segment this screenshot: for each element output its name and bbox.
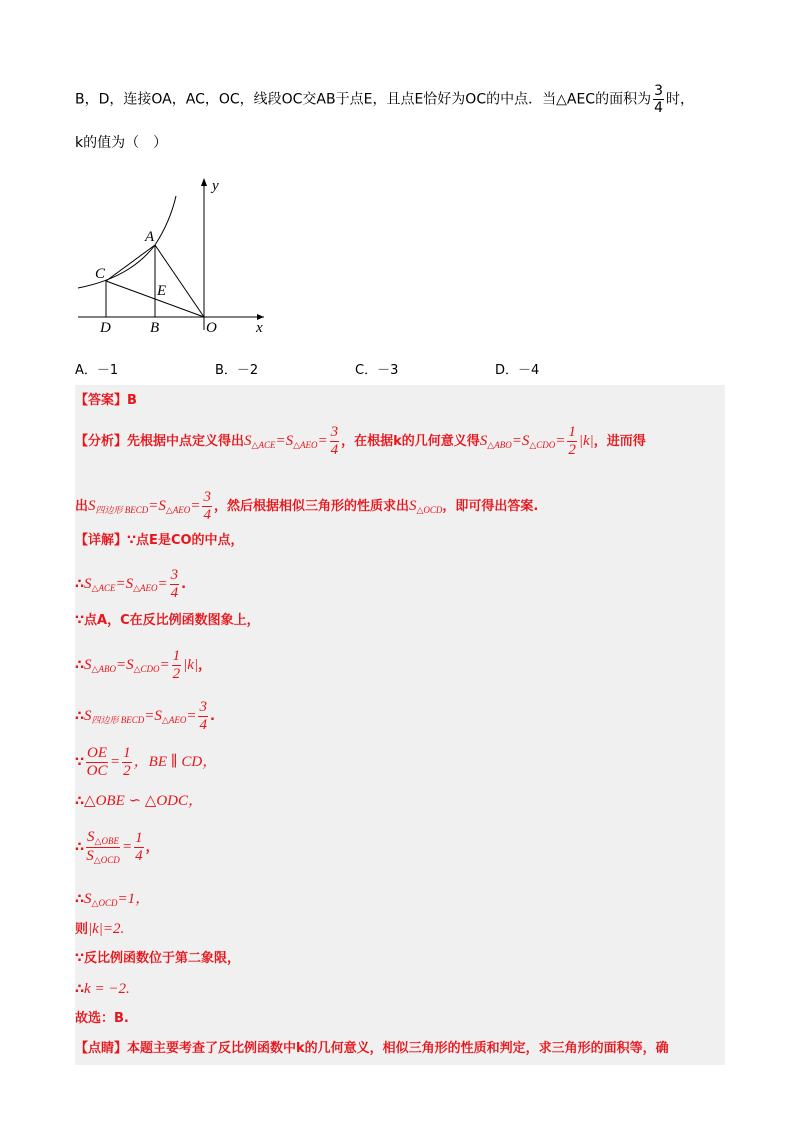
fraction: [134, 831, 144, 864]
analysis-text: ，即可得出答案.: [442, 499, 539, 514]
math-eq: =: [121, 839, 133, 855]
function-graph: [70, 170, 270, 335]
math-S: S: [87, 829, 95, 845]
sub-text: ABO: [494, 440, 512, 450]
sub-text: AEO: [140, 583, 158, 593]
math-S: S: [126, 657, 134, 673]
k-value: k = −2.: [84, 981, 130, 997]
therefore: ∴: [75, 840, 85, 855]
sub-ocd: [416, 505, 442, 515]
sub-text: OBE: [101, 836, 119, 846]
option-c[interactable]: C．－3: [355, 363, 399, 378]
option-b[interactable]: B．－2: [215, 363, 259, 378]
analysis-line-1: [75, 425, 735, 458]
sub-cdo: [529, 440, 555, 450]
sub-ocd: [94, 855, 120, 865]
abs-k-value: |k|=2.: [88, 921, 125, 937]
comment-tag: 【点睛】: [75, 1041, 128, 1056]
tri: △: [161, 715, 169, 725]
sub-obe: [95, 836, 119, 846]
detail-line-1: [75, 532, 244, 550]
question-text-end: 时，: [666, 91, 694, 108]
analysis-text: 先根据中点定义得出: [127, 434, 245, 449]
period: .: [181, 577, 187, 592]
math-S: S: [285, 433, 294, 449]
num: OE: [87, 745, 108, 761]
sub-aeo: [162, 715, 186, 725]
analysis-text: ，进而得: [593, 434, 646, 449]
math-eq: =: [144, 708, 155, 724]
area-fraction: $\frac{3}{4}$: [654, 83, 663, 116]
detail-line-9: [75, 890, 150, 912]
detail-line-8: [75, 830, 159, 865]
sub-aeo: [293, 440, 317, 450]
math-S: S: [408, 498, 417, 514]
comment-line: [75, 1040, 669, 1058]
question-line-2: k的值为（ ）: [75, 135, 168, 151]
den: 4: [330, 442, 339, 458]
label-A: A: [145, 229, 155, 245]
den: 2: [172, 666, 181, 682]
sub-text: OCD: [423, 505, 443, 515]
math-eq: =: [275, 433, 286, 449]
option-d[interactable]: D．－4: [495, 363, 540, 378]
question-line-1: [75, 84, 694, 115]
segment-AO: [155, 245, 204, 317]
detail-tag: 【详解】: [75, 533, 128, 548]
tri: △: [487, 440, 495, 450]
tri: △: [133, 664, 141, 674]
math-eq: =: [511, 433, 522, 449]
sub-becd: 四边形 BECD: [95, 505, 149, 515]
detail-text: ∵点E是CO的中点，: [127, 533, 244, 548]
sub-text: ACE: [258, 440, 276, 450]
detail-line-12: [75, 980, 130, 999]
therefore: ∴: [75, 577, 85, 592]
sub-text: AEO: [172, 505, 191, 515]
math-S: S: [86, 848, 94, 864]
sub-abo: [92, 664, 116, 674]
sub-becd: 四边形 BECD: [91, 715, 145, 725]
fraction: [172, 649, 182, 682]
math-S: S: [125, 576, 134, 592]
comma: ，: [145, 840, 159, 855]
sub-abo: [487, 440, 511, 450]
tri: △: [91, 583, 99, 593]
sub-text: AEO: [168, 715, 187, 725]
math-S: S: [154, 708, 162, 724]
num: 1: [172, 648, 181, 664]
math-eq: =: [186, 708, 197, 724]
fraction: [198, 700, 208, 733]
analysis-text: 出: [75, 499, 89, 514]
sub-ace: [92, 583, 116, 593]
den: 4: [135, 848, 143, 864]
num: 1: [568, 424, 576, 440]
num: 3: [199, 699, 207, 715]
detail-line-11: ∵反比例函数位于第二象限，: [75, 951, 241, 966]
math-S: S: [521, 433, 530, 449]
math-S: S: [479, 433, 488, 449]
sub-text: OCD: [100, 855, 120, 865]
label-B: B: [150, 320, 160, 335]
segment-AC: [106, 245, 155, 281]
math-eq: =: [115, 576, 126, 592]
y-axis-arrow: [201, 178, 207, 186]
area-ratio: [86, 830, 120, 865]
den: 4: [203, 507, 211, 523]
math-eq: =: [115, 657, 127, 673]
detail-line-7: [75, 792, 203, 811]
den: [86, 848, 119, 865]
similar-statement: △OBE ∽ △ODC，: [84, 793, 204, 809]
analysis-tag: 【分析】: [75, 434, 128, 449]
den: OC: [86, 763, 108, 779]
math-eq: =: [190, 498, 201, 514]
detail-line-4: [75, 649, 211, 682]
math-S: S: [84, 657, 92, 673]
because: ∵: [75, 755, 85, 770]
analysis-line-2: [75, 490, 538, 523]
therefore: ∴: [75, 892, 85, 907]
detail-line-2: [75, 568, 186, 601]
therefore: ∴: [75, 794, 85, 809]
therefore: ∴: [75, 658, 85, 673]
abs-k: |k|: [578, 433, 594, 449]
math-eq: =: [159, 657, 170, 673]
sub-ocd: [92, 898, 118, 908]
sub-aeo: [133, 583, 157, 593]
fraction: [86, 746, 108, 779]
answer-line: [75, 392, 137, 410]
fraction: [170, 568, 180, 601]
fraction: [202, 490, 212, 523]
math-eq: =: [317, 433, 328, 449]
math-eq: =: [148, 498, 159, 514]
answer-tag: 【答案】: [75, 393, 128, 408]
fraction: [330, 425, 340, 458]
analysis-text: ，然后根据相似三角形的性质求出: [213, 499, 409, 514]
therefore: ∴: [75, 982, 85, 997]
choose-line: 故选：B.: [75, 1011, 129, 1026]
sub-cdo: [134, 664, 160, 674]
den: 4: [199, 717, 207, 733]
hyperbola-curve: [78, 196, 176, 288]
abs-k: |k|: [183, 657, 199, 673]
sub-text: CDO: [536, 440, 556, 450]
math-S: S: [84, 576, 92, 592]
num: 3: [330, 424, 339, 440]
num: 1: [123, 745, 131, 761]
socd-value: =1，: [117, 891, 151, 907]
num: [86, 830, 120, 848]
sub-aeo: [166, 505, 190, 515]
den: 4: [170, 585, 179, 601]
detail-line-10: [75, 920, 124, 939]
sub-text: AEO: [300, 440, 318, 450]
tri: △: [165, 505, 173, 515]
sub-text: CDO: [140, 664, 160, 674]
comma: ，: [198, 658, 212, 673]
math-eq: =: [110, 754, 121, 770]
fraction: [567, 425, 577, 458]
math-S: S: [88, 498, 96, 514]
detail-line-6: [75, 746, 217, 779]
sub-text: ACE: [98, 583, 116, 593]
num: 3: [170, 567, 179, 583]
num: 1: [135, 830, 143, 846]
math-eq: =: [555, 433, 566, 449]
detail-line-3: ∵点A，C在反比例函数图象上，: [75, 613, 260, 628]
tri: △: [293, 440, 300, 450]
den: 2: [568, 442, 576, 458]
sub-ace: [252, 440, 276, 450]
answer-value: B: [127, 393, 137, 408]
tri: △: [251, 440, 259, 450]
den: 2: [123, 763, 131, 779]
tri: △: [529, 440, 537, 450]
tri: △: [91, 664, 99, 674]
then: 则: [75, 922, 89, 937]
label-y: y: [212, 178, 219, 194]
comment-text: 本题主要考查了反比例函数中k的几何意义，相似三角形的性质和判定，求三角形的面积等，确: [127, 1041, 669, 1056]
math-S: S: [84, 891, 92, 907]
question-text: B，D，连接OA，AC，OC，线段OC交AB于点E，且点E恰好为OC的中点．当△AEC的面积为: [75, 91, 652, 108]
period: .: [209, 709, 215, 724]
analysis-text: ，在根据k的几何意义得: [341, 434, 480, 449]
math-S: S: [84, 708, 92, 724]
math-S: S: [158, 498, 166, 514]
tri: △: [93, 855, 101, 865]
tri: △: [133, 583, 141, 593]
math-eq: =: [157, 576, 168, 592]
label-O: O: [206, 320, 217, 335]
num: 3: [203, 489, 211, 505]
label-x: x: [256, 320, 263, 335]
detail-line-5: [75, 700, 215, 733]
label-D: D: [100, 320, 111, 335]
parallel-statement: ，BE ∥ CD，: [133, 754, 218, 770]
sub-text: OCD: [98, 898, 118, 908]
tri: △: [91, 898, 99, 908]
tri: △: [416, 505, 424, 515]
sub-text: ABO: [98, 664, 116, 674]
therefore: ∴: [75, 709, 85, 724]
tri: △: [94, 836, 102, 846]
label-E: E: [157, 283, 167, 299]
option-a[interactable]: A．－1: [75, 363, 119, 378]
label-C: C: [95, 266, 106, 282]
math-S: S: [244, 433, 252, 449]
fraction: [122, 746, 132, 779]
